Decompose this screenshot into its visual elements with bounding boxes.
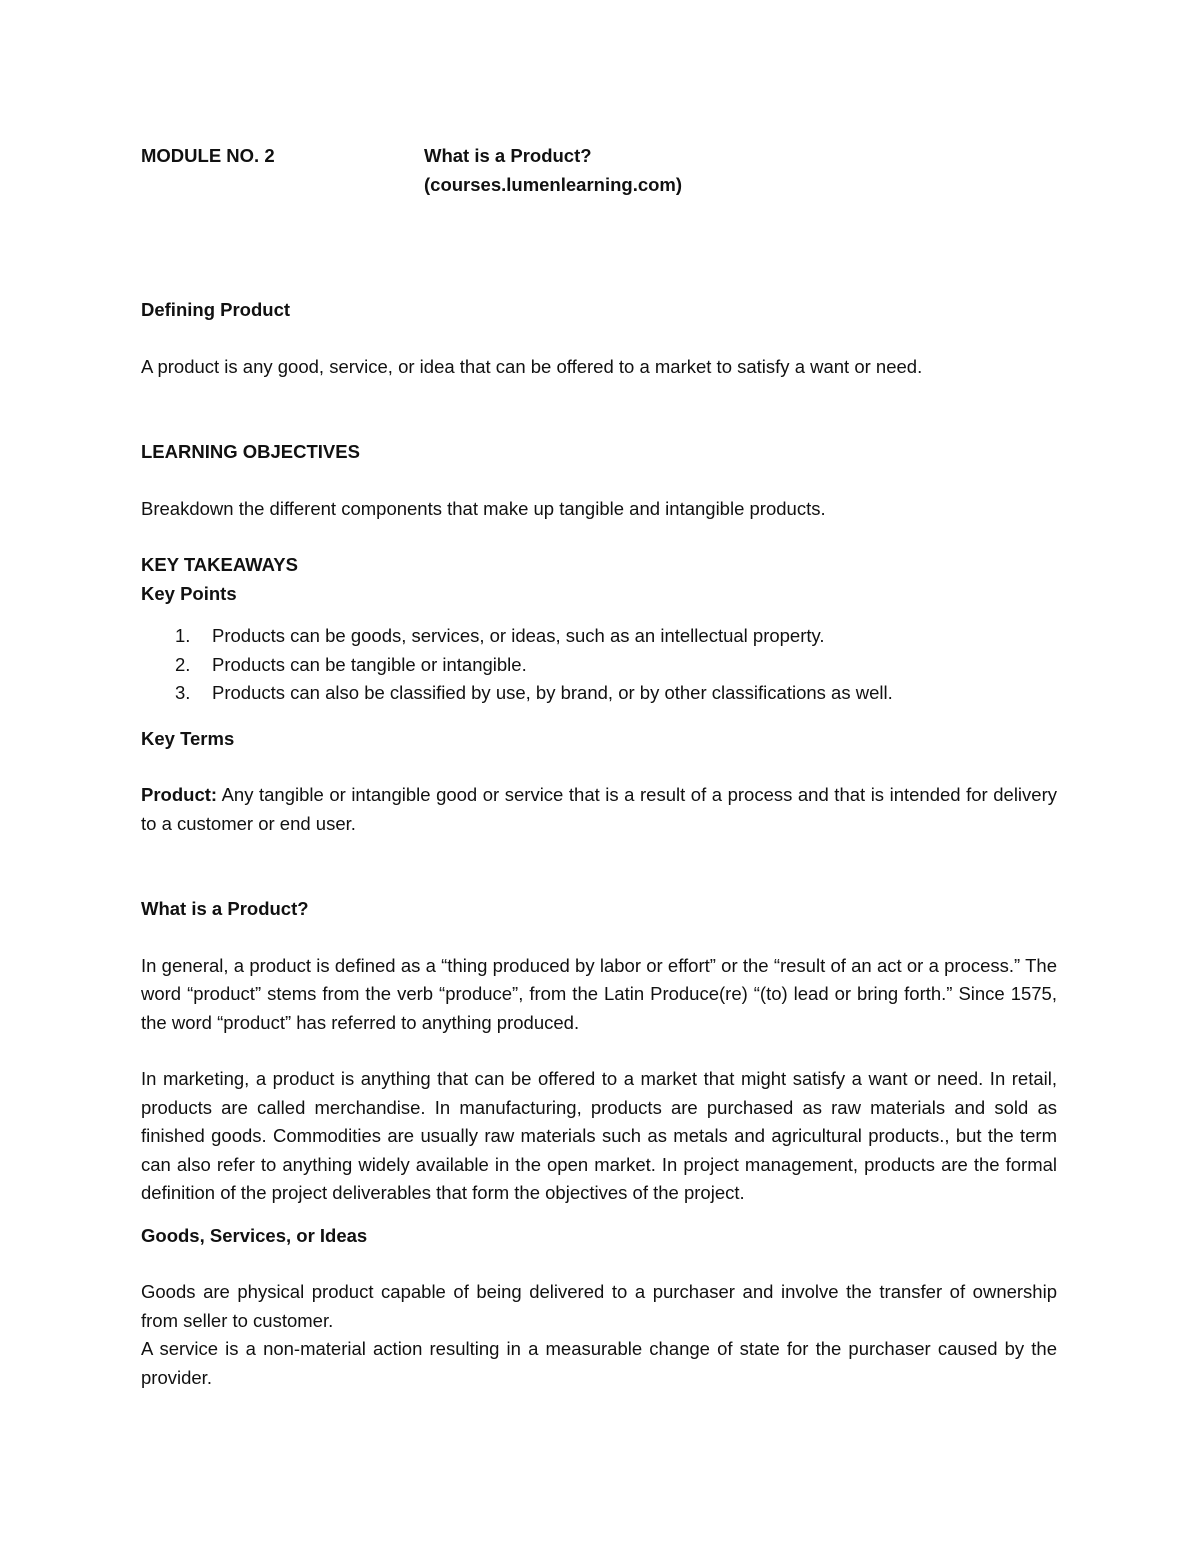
- key-points-heading: Key Points: [141, 582, 237, 604]
- module-title-block: [424, 142, 682, 199]
- list-item-number: 3.: [175, 682, 191, 703]
- key-term-text: Any tangible or intangible good or service that is a result of a process and that is intended for delivery to a customer or end user.: [141, 784, 1057, 834]
- key-term-label: Product:: [141, 784, 218, 805]
- module-header: [141, 142, 1057, 199]
- document-body: [141, 142, 1057, 1392]
- module-title: What is a Product?: [424, 145, 592, 166]
- list-item-number: 2.: [175, 653, 191, 675]
- service-paragraph: A service is a non-material action resulting in a measurable change of state for the purchaser caused by the provider.: [141, 1338, 1057, 1388]
- module-source: (courses.lumenlearning.com): [424, 173, 683, 195]
- list-item-text: Products can be goods, services, or ideas, such as an intellectual property.: [212, 625, 825, 646]
- learning-objectives-heading: LEARNING OBJECTIVES: [141, 441, 360, 462]
- list-item-text: Products can also be classified by use, by brand, or by other classifications as well.: [212, 682, 893, 703]
- what-is-product-paragraph-1: In general, a product is defined as a “thing produced by labor or effort” or the “result of an act or a process.” The word “product” stems from the verb “produce”, from the Latin Produce(re) “(to) lead or bring forth.” Since 1575, the word “product” has referred to anything produced.: [141, 954, 1057, 1033]
- key-terms-heading: Key Terms: [141, 727, 235, 749]
- module-number: MODULE NO. 2: [141, 145, 275, 166]
- goods-paragraph: Goods are physical product capable of being delivered to a purchaser and involve the transfer of ownership from seller to customer.: [141, 1281, 1057, 1331]
- learning-objectives-text: Breakdown the different components that make up tangible and intangible products.: [141, 497, 826, 519]
- what-is-product-paragraph-2: In marketing, a product is anything that can be offered to a market that might satisfy a want or need. In retail, products are called merchandise. In manufacturing, products are purchased as raw materials and sold as finished goods. Commodities are usually raw materials such as metals and agricultural products., but the term can also refer to anything widely available in the open market. In project management, products are the formal definition of the project deliverables that form the objectives of the project.: [141, 1068, 1057, 1203]
- key-takeaways-heading: KEY TAKEAWAYS: [141, 554, 298, 575]
- list-item-text: Products can be tangible or intangible.: [212, 653, 527, 675]
- what-is-product-heading: What is a Product?: [141, 898, 309, 919]
- key-term-definition: [141, 781, 1057, 838]
- list-item: [175, 679, 1057, 708]
- list-item: [175, 622, 1057, 651]
- list-item: [175, 651, 1057, 680]
- defining-product-text: A product is any good, service, or idea that can be offered to a market to satisfy a want or need.: [141, 355, 923, 377]
- list-item-number: 1.: [175, 625, 191, 646]
- defining-product-heading: Defining Product: [141, 299, 291, 320]
- key-points-list: [141, 622, 1057, 708]
- goods-services-ideas-heading: Goods, Services, or Ideas: [141, 1224, 368, 1246]
